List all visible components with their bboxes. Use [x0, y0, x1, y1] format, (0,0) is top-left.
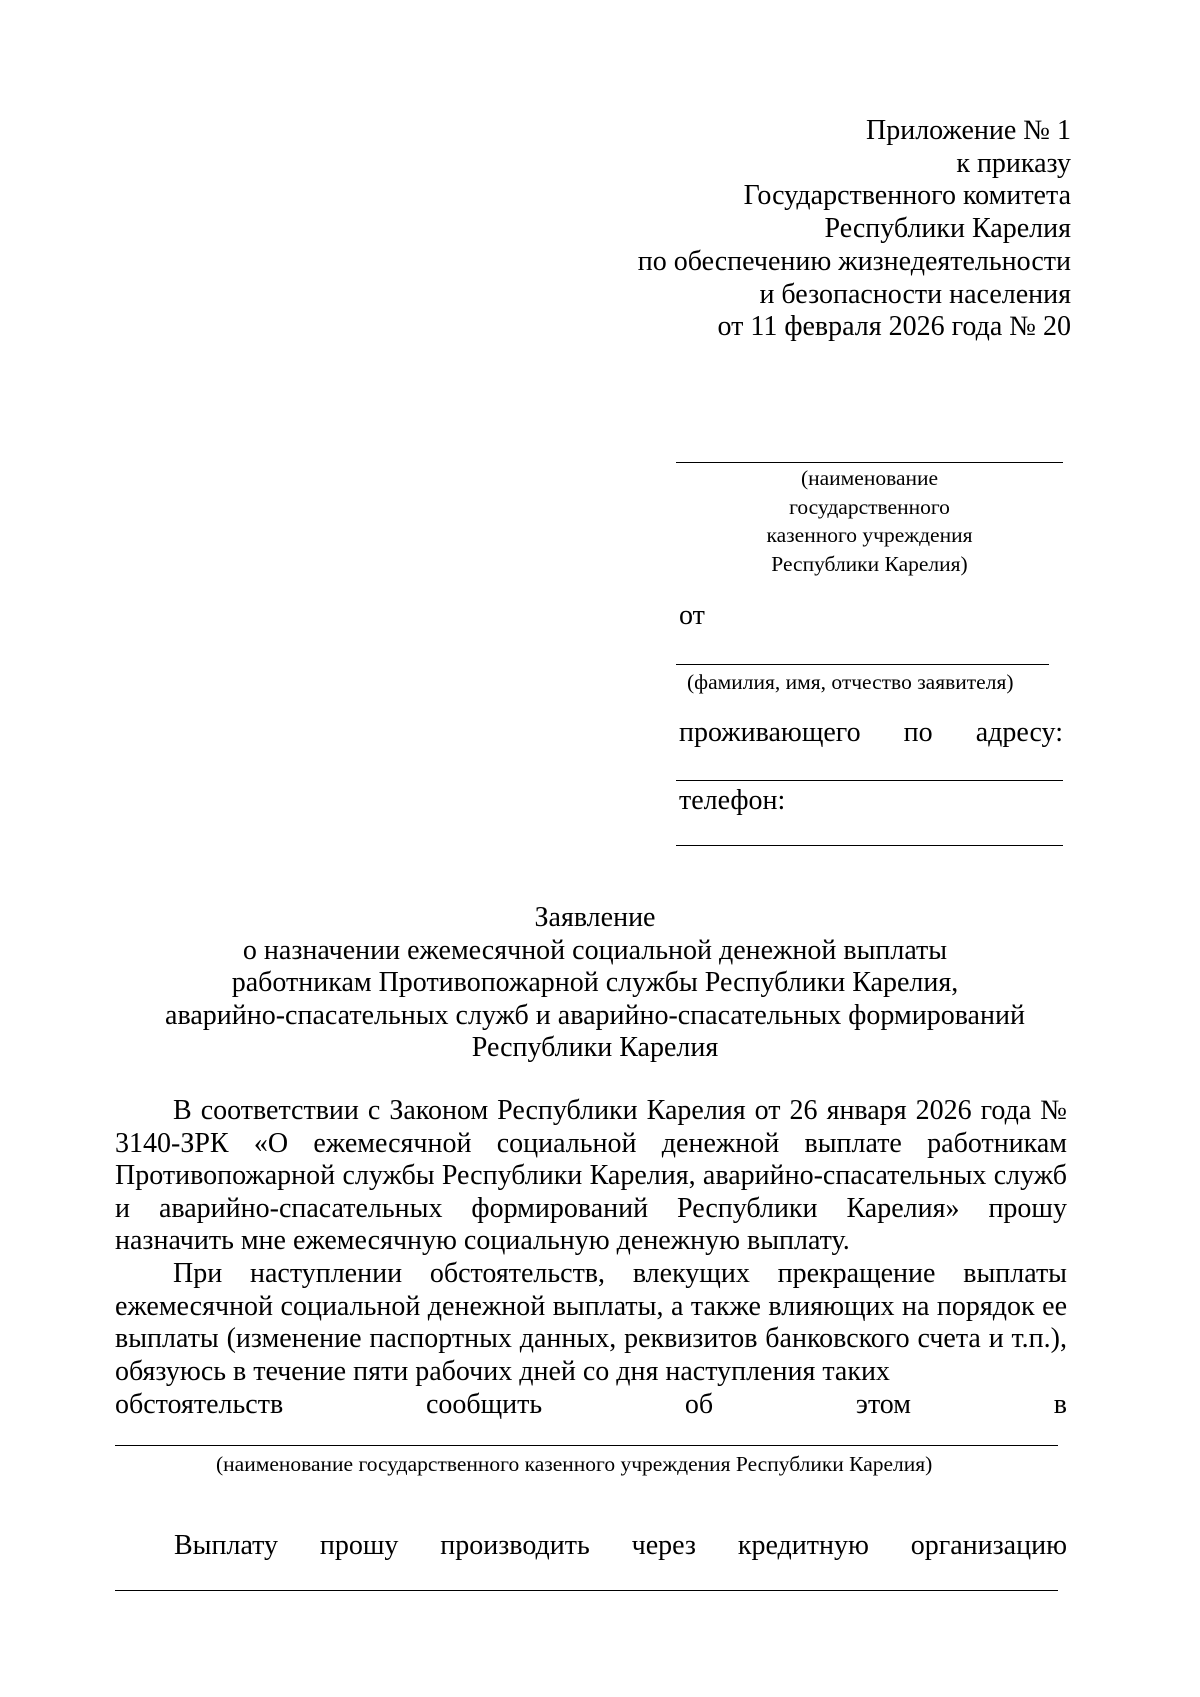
phone-label: телефон:: [679, 785, 786, 816]
institution-name-line: [676, 462, 1063, 463]
appendix-line: и безопасности населения: [759, 278, 1071, 310]
paragraph-law-reference: В соответствии с Законом Республики Карелия от 26 января 2026 года № 3140-ЗРК «О ежемесячной социальной денежной выплате работникам Противопожарной службы Республики Карелия, аварийно-спасательных служб и аварийно-спасательных формирований Республики Карелия» прошу назначить мне ежемесячную социальную денежную выплату.: [115, 1095, 1067, 1257]
applicant-caption: (фамилия, имя, отчество заявителя): [687, 670, 1014, 694]
document-title: Заявление о назначении ежемесячной социальной денежной выплаты работникам Противопожарной службы Республики Карелия, аварийно-спасательных служб и аварийно-спасательных формирований Республики Карелия: [165, 902, 1025, 1064]
appendix-line: по обеспечению жизнедеятельности: [637, 245, 1071, 277]
credit-organization-line: [115, 1590, 1058, 1591]
appendix-line: Приложение № 1: [866, 115, 1071, 146]
paragraph-obligation: При наступлении обстоятельств, влекущих прекращение выплаты ежемесячной социальной денежной выплаты, а также влияющих на порядок ее выплаты (изменение паспортных данных, реквизитов банковского счета и т.п.), обязуюсь в течение пяти рабочих дней со дня наступления таких: [115, 1258, 1067, 1387]
institution-full-caption: (наименование государственного казенного учреждения Республики Карелия): [216, 1452, 933, 1476]
appendix-line: Государственного комитета: [743, 180, 1071, 212]
from-label: от: [679, 600, 705, 631]
appendix-line: к приказу: [956, 147, 1071, 179]
paragraph-obligation-last-line: обстоятельств сообщить об этом в: [115, 1389, 1067, 1420]
appendix-header: [638, 115, 1071, 344]
payment-request-line: Выплату прошу производить через кредитную организацию: [174, 1530, 1067, 1561]
institution-caption: (наименование государственного казенного учреждения Республики Карелия): [766, 466, 973, 576]
applicant-name-line: [676, 664, 1049, 665]
address-line: [676, 780, 1063, 781]
phone-line: [676, 845, 1063, 846]
residing-address-label: проживающего по адресу:: [679, 717, 1063, 748]
institution-fill-line: [115, 1445, 1058, 1446]
appendix-line: от 11 февраля 2026 года № 20: [717, 311, 1071, 343]
appendix-line: Республики Карелия: [824, 213, 1071, 245]
